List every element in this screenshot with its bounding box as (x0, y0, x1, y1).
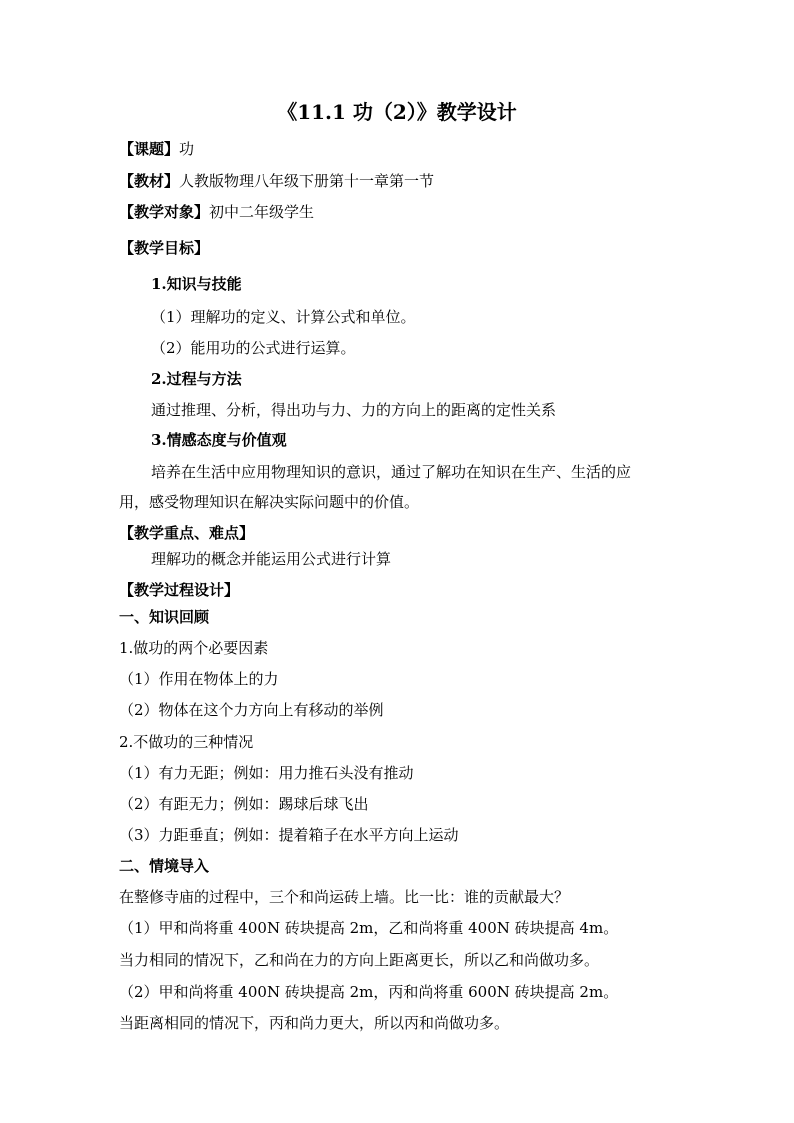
emotion-heading: 3.情感态度与价值观 (151, 431, 287, 449)
review-line: 1.做功的两个必要因素 (119, 639, 269, 657)
document-title: 《11.1 功（2）》教学设计 (277, 100, 517, 124)
audience-value: 初中二年级学生 (209, 203, 315, 221)
keypoints-heading: 【教学重点、难点】 (119, 524, 255, 542)
review-line: （2）物体在这个力方向上有移动的举例 (119, 701, 384, 719)
knowledge-item: （1）理解功的定义、计算公式和单位。 (151, 308, 416, 326)
emotion-text-line2: 用，感受物理知识在解决实际问题中的价值。 (119, 493, 420, 511)
subject-value: 功 (179, 140, 195, 158)
intro-line: （2）甲和尚将重 400N 砖块提高 2m，丙和尚将重 600N 砖块提高 2m。 (119, 983, 619, 1001)
review-line: （1）有力无距；例如：用力推石头没有推动 (119, 764, 414, 782)
process-heading: 【教学过程设计】 (119, 581, 240, 599)
intro-line: （1）甲和尚将重 400N 砖块提高 2m，乙和尚将重 400N 砖块提高 4m。 (119, 919, 619, 937)
process-method-text: 通过推理、分析，得出功与力、力的方向上的距离的定性关系 (151, 401, 557, 419)
intro-line: 当距离相同的情况下，丙和尚力更大，所以丙和尚做功多。 (119, 1014, 510, 1032)
knowledge-item: （2）能用功的公式进行运算。 (151, 339, 356, 357)
process-method-heading: 2.过程与方法 (151, 370, 242, 388)
textbook-line (119, 171, 434, 191)
review-line: （2）有距无力；例如：踢球后球飞出 (119, 795, 369, 813)
review-line: （1）作用在物体上的力 (119, 670, 279, 688)
intro-heading: 二、情境导入 (119, 857, 210, 875)
audience-line (119, 202, 314, 222)
review-line: 2.不做功的三种情况 (119, 733, 254, 751)
textbook-value: 人教版物理八年级下册第十一章第一节 (179, 172, 435, 190)
audience-label: 【教学对象】 (119, 203, 210, 221)
intro-line: 当力相同的情况下，乙和尚在力的方向上距离更长，所以乙和尚做功多。 (119, 951, 600, 969)
subject-label: 【课题】 (119, 140, 180, 158)
textbook-label: 【教材】 (119, 172, 180, 190)
review-heading: 一、知识回顾 (119, 608, 210, 626)
intro-line: 在整修寺庙的过程中，三个和尚运砖上墙。比一比：谁的贡献最大？ (119, 888, 570, 906)
subject-line (119, 139, 194, 159)
knowledge-heading: 1.知识与技能 (151, 275, 242, 293)
keypoints-text: 理解功的概念并能运用公式进行计算 (151, 550, 392, 568)
review-line: （3）力距垂直；例如：提着箱子在水平方向上运动 (119, 826, 459, 844)
objectives-heading: 【教学目标】 (119, 239, 210, 257)
emotion-text-line1: 培养在生活中应用物理知识的意识，通过了解功在知识在生产、生活的应 (151, 463, 632, 481)
